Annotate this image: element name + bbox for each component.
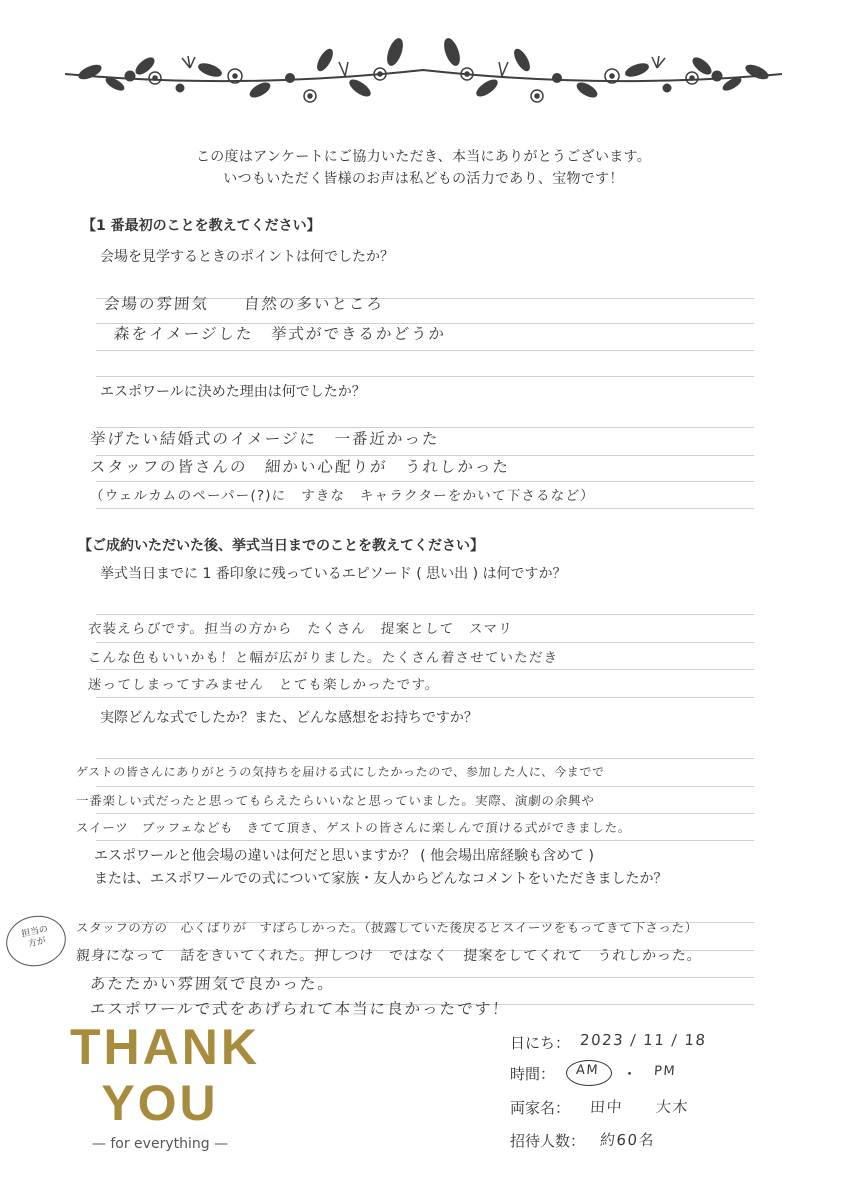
section-1-question-2: エスポワールに決めた理由は何でしたか？ bbox=[100, 384, 366, 400]
guests-label: 招待人数： bbox=[510, 1132, 586, 1150]
answer-4-line-2: 一番楽しい式だったと思ってもらえたらいいなと思っていました。実際、演劇の余興や bbox=[75, 793, 596, 808]
time-separator: ・ bbox=[622, 1065, 638, 1083]
time-label: 時間： bbox=[510, 1065, 556, 1083]
date-value: 2023 / 11 / 18 bbox=[579, 1031, 708, 1049]
section-2-question-3b: または、エスポワールでの式について家族・友人からどんなコメントをいただきましたか？ bbox=[94, 871, 668, 887]
side-note-line-2: 方が bbox=[27, 936, 47, 950]
answer-rule bbox=[96, 786, 754, 787]
intro-line-2: いつもいただく皆様のお声は私どもの活力であり、宝物です！ bbox=[223, 171, 624, 187]
answer-5-line-1: スタッフの方の 心くばりが すばらしかった。（披露していた後戻るとスイーツをもってきて下さった） bbox=[75, 920, 699, 935]
answer-4-line-3: スイーツ ブッフェなども きてて頂き、ゲストの皆さんに楽しんで頂ける式ができました。 bbox=[75, 820, 632, 835]
answer-1-line-1: 会場の雰囲気 自然の多いところ bbox=[103, 295, 385, 313]
botanical-garland bbox=[60, 38, 787, 118]
time-am: AM bbox=[575, 1063, 600, 1078]
answer-1-line-2: 森をイメージした 挙式ができるかどうか bbox=[113, 325, 447, 343]
section-2-title: 【ご成約いただいた後、挙式当日までのことを教えてください】 bbox=[78, 538, 484, 554]
intro-line-1: この度はアンケートにご協力いただき、本当にありがとうございます。 bbox=[195, 149, 652, 165]
answer-rule bbox=[96, 481, 754, 482]
families-value: 田中 大木 bbox=[589, 1098, 690, 1116]
answer-rule bbox=[96, 758, 754, 759]
answer-3-line-3: 迷ってしまってすみません とても楽しかったです。 bbox=[87, 677, 441, 693]
answer-rule bbox=[96, 614, 754, 615]
answer-rule bbox=[96, 813, 754, 814]
section-2-question-3a: エスポワールと他会場の違いは何だと思いますか？ ( 他会場出席経験も含めて ) bbox=[94, 848, 594, 864]
section-2-question-1: 挙式当日までに 1 番印象に残っているエピソード ( 思い出 ) は何ですか？ bbox=[100, 566, 567, 582]
section-1-title: 【1 番最初のことを教えてください】 bbox=[82, 218, 321, 234]
answer-rule bbox=[96, 697, 754, 698]
section-2-question-2: 実際どんな式でしたか？また、どんな感想をお持ちですか？ bbox=[100, 710, 478, 726]
answer-5-line-2: 親身になって 話をきいてくれた。押しつけ ではなく 提案をしてくれて うれしかった。 bbox=[75, 948, 703, 964]
answer-3-line-2: こんな色もいいかも！と幅が広がりました。たくさん着させていただき bbox=[87, 650, 559, 666]
thank-you-word-you: YOU bbox=[101, 1075, 219, 1131]
date-label: 日にち： bbox=[510, 1034, 571, 1052]
guests-value: 約60名 bbox=[599, 1131, 656, 1149]
answer-5-line-3: あたたかい雰囲気で良かった。 bbox=[89, 975, 336, 993]
answer-rule bbox=[96, 642, 754, 643]
answer-rule bbox=[96, 669, 754, 670]
answer-2-line-2: スタッフの皆さんの 細かい心配りが うれしかった bbox=[89, 458, 511, 476]
answer-rule bbox=[96, 376, 754, 377]
families-label: 両家名： bbox=[510, 1099, 571, 1117]
answer-rule bbox=[96, 508, 754, 509]
answer-5-line-4: エスポワールで式をあげられて本当に良かったです！ bbox=[89, 1000, 511, 1018]
answer-rule bbox=[96, 840, 754, 841]
thank-you-badge bbox=[70, 1019, 260, 1152]
time-pm: PM bbox=[653, 1064, 677, 1079]
answer-rule bbox=[96, 350, 754, 351]
answer-3-line-1: 衣装えらびです。担当の方から たくさん 提案として スマリ bbox=[87, 621, 514, 637]
thank-you-word-thank: THANK bbox=[70, 1019, 260, 1075]
answer-2-line-1: 挙げたい結婚式のイメージに 一番近かった bbox=[89, 430, 441, 448]
side-note-line-1: 担当の bbox=[20, 924, 49, 940]
section-1-question-1: 会場を見学するときのポイントは何でしたか？ bbox=[100, 249, 394, 265]
answer-2-line-3: （ウェルカムのペーパー(?)に すきな キャラクターをかいて下さるなど） bbox=[89, 488, 596, 504]
answer-4-line-1: ゲストの皆さんにありがとうの気持ちを届ける式にしたかったので、参加した人に、今までで bbox=[75, 765, 605, 779]
thank-you-tagline: — for everything — bbox=[91, 1136, 229, 1152]
